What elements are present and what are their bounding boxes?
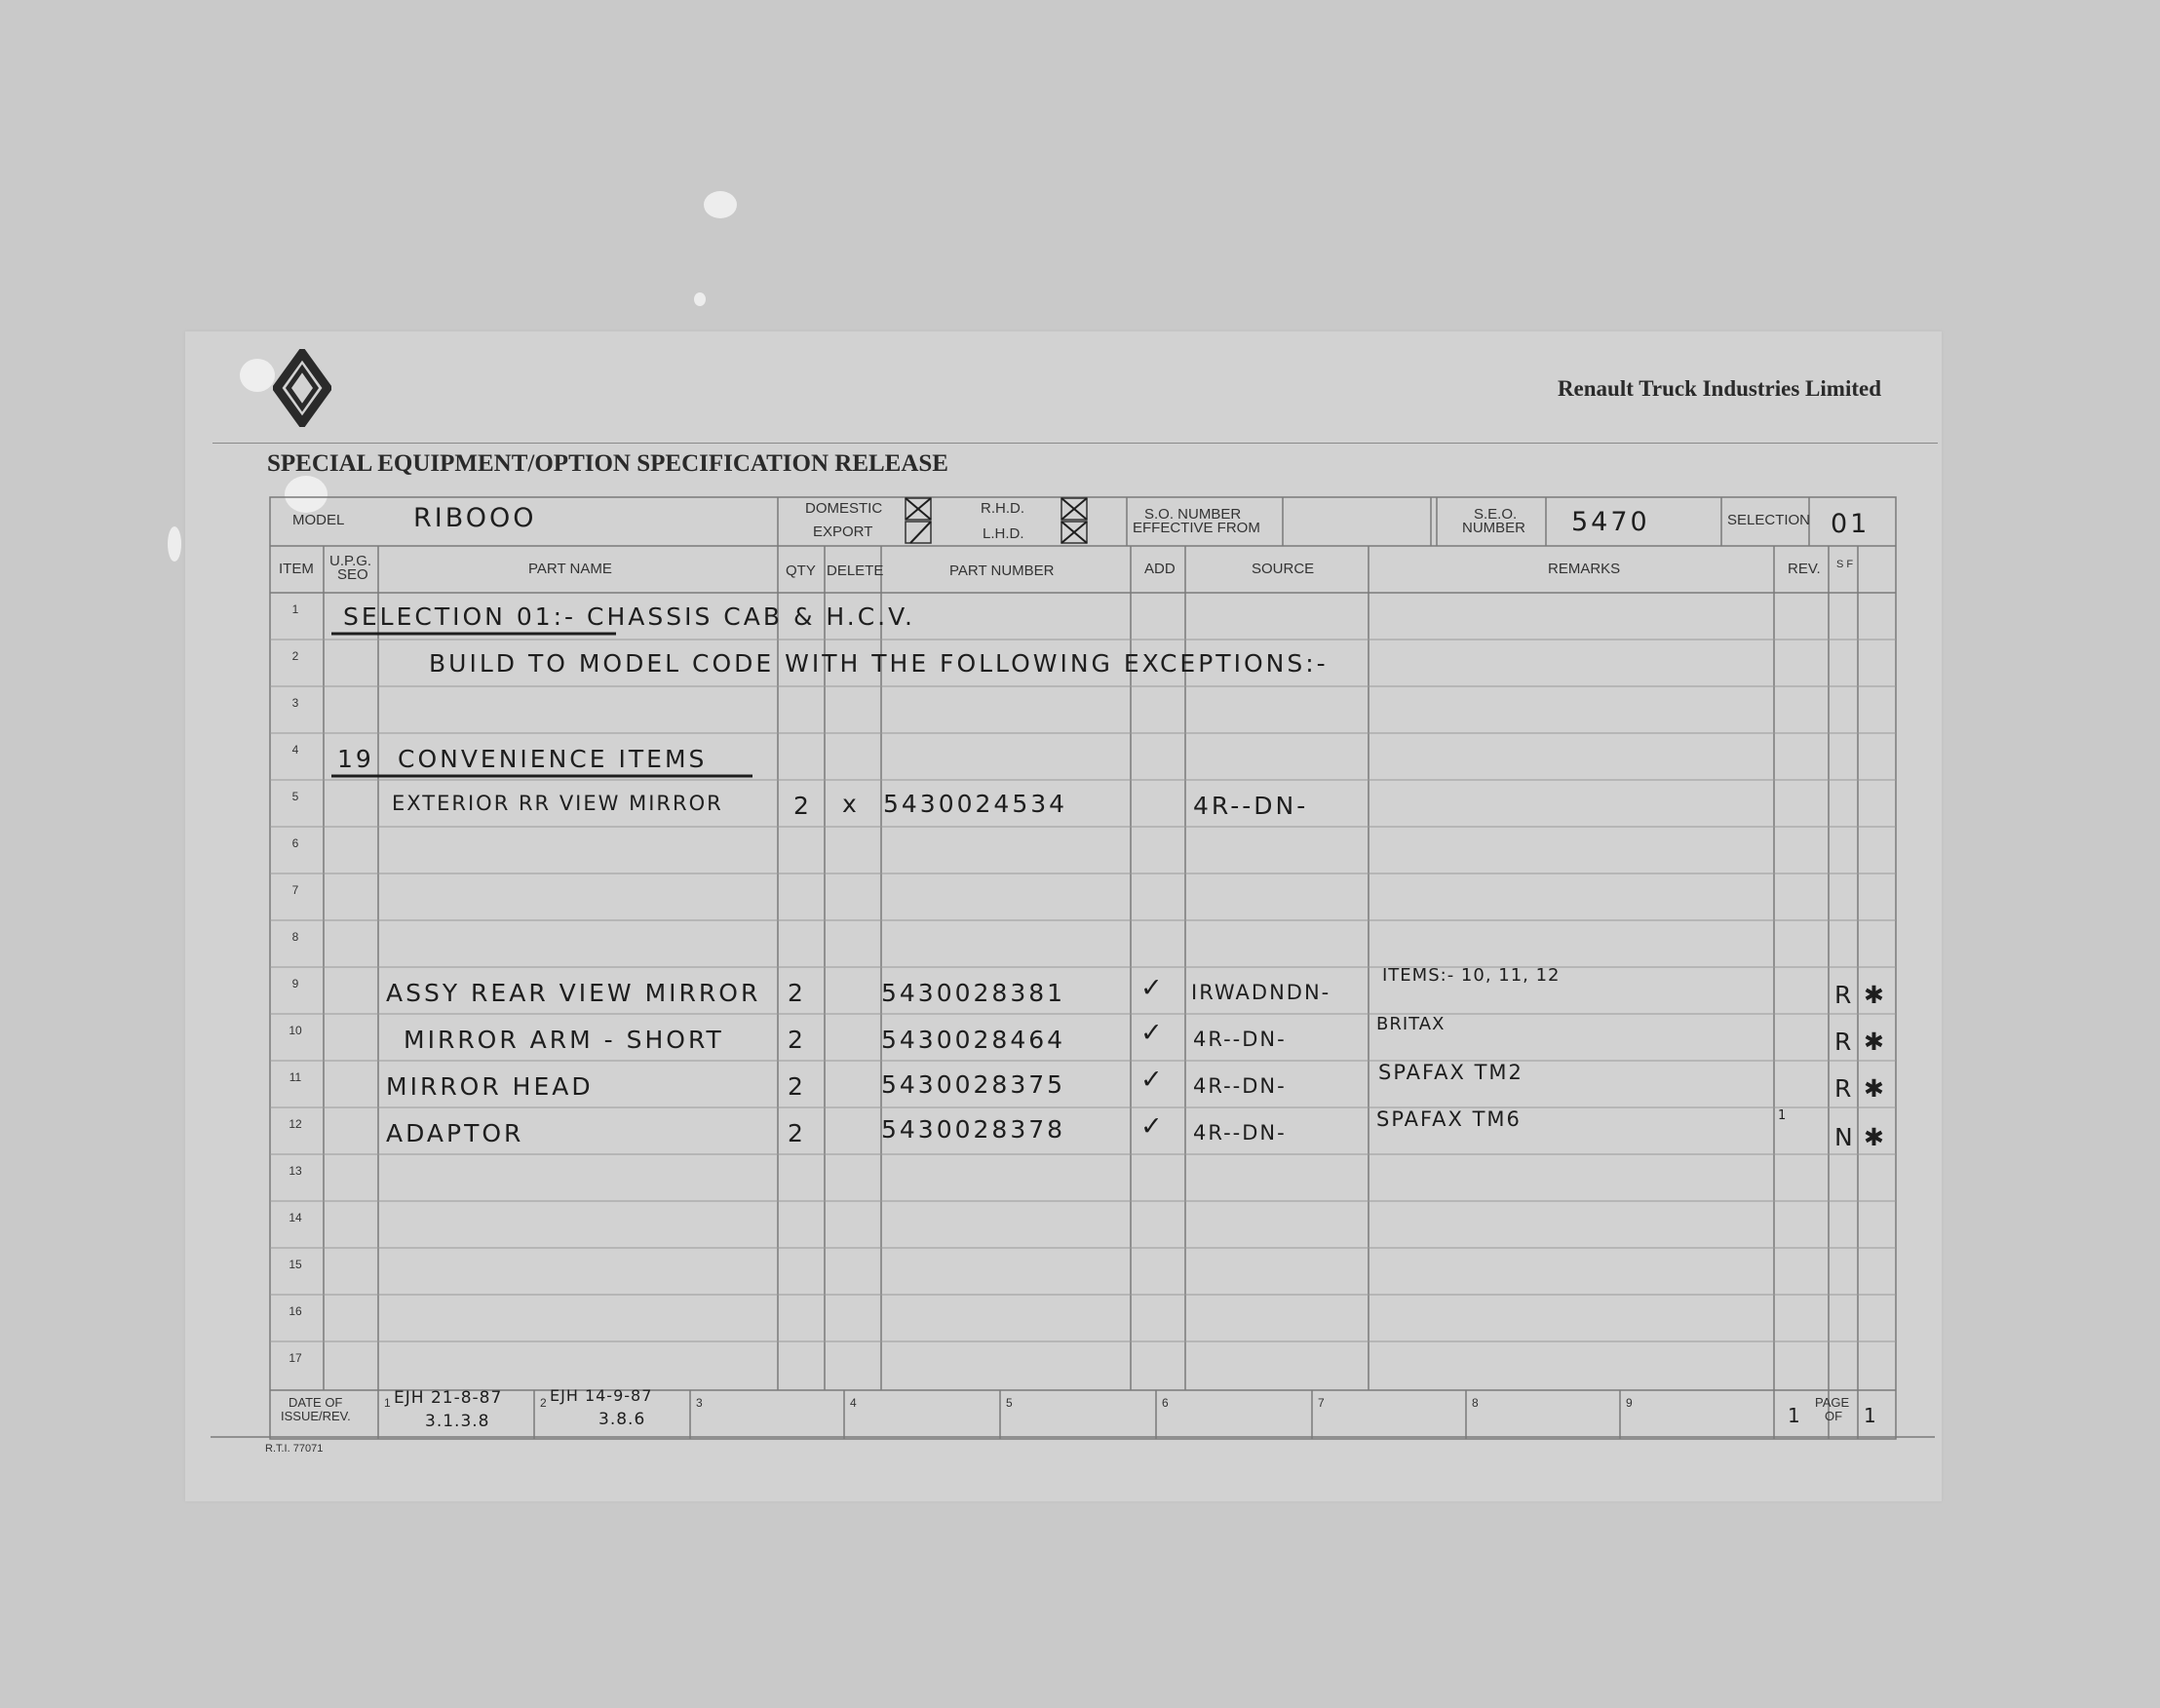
col-source: SOURCE bbox=[1252, 561, 1315, 577]
form-title: SPECIAL EQUIPMENT/OPTION SPECIFICATION RELEASE bbox=[267, 450, 948, 477]
row5-delete-mark: x bbox=[842, 790, 860, 818]
row-number: 10 bbox=[289, 1024, 302, 1037]
col-sf: S F bbox=[1836, 559, 1854, 570]
row5-source: 4R--DN- bbox=[1193, 792, 1309, 820]
group-name: CONVENIENCE ITEMS bbox=[398, 745, 708, 773]
row-number: 3 bbox=[291, 696, 299, 710]
row-number: 5 bbox=[291, 790, 299, 803]
asterisk-icon: ✱ bbox=[1864, 1074, 1887, 1103]
part-qty: 2 bbox=[788, 1119, 806, 1147]
part-status: R bbox=[1834, 1074, 1855, 1103]
row-number: 13 bbox=[289, 1164, 302, 1178]
col-add: ADD bbox=[1144, 561, 1176, 577]
part-qty: 2 bbox=[788, 1026, 806, 1054]
add-check-icon: ✓ bbox=[1140, 973, 1166, 1003]
col-remarks: REMARKS bbox=[1548, 561, 1621, 577]
part-source: 4R--DN- bbox=[1193, 1074, 1287, 1098]
part-name: MIRROR ARM - SHORT bbox=[404, 1026, 724, 1054]
lhd-label: L.H.D. bbox=[983, 525, 1024, 542]
footer-slot-number: 4 bbox=[850, 1396, 857, 1410]
row5-part-name: EXTERIOR RR VIEW MIRROR bbox=[392, 792, 723, 815]
part-remarks: SPAFAX TM2 bbox=[1378, 1061, 1524, 1084]
export-checkbox-icon bbox=[905, 521, 932, 544]
row-number: 15 bbox=[289, 1258, 302, 1271]
model-label: MODEL bbox=[292, 512, 345, 528]
domestic-checkbox-x-icon bbox=[905, 497, 932, 521]
part-qty: 2 bbox=[788, 1072, 806, 1101]
row-number: 9 bbox=[291, 977, 299, 990]
asterisk-icon: ✱ bbox=[1864, 1123, 1887, 1151]
add-check-icon: ✓ bbox=[1140, 1018, 1166, 1048]
part-source: IRWADNDN- bbox=[1191, 981, 1331, 1004]
col-delete: DELETE bbox=[827, 563, 884, 579]
part-source: 4R--DN- bbox=[1193, 1028, 1287, 1051]
footer-slot-number: 5 bbox=[1006, 1396, 1013, 1410]
row-number: 14 bbox=[289, 1211, 302, 1224]
part-name: ASSY REAR VIEW MIRROR bbox=[386, 979, 761, 1007]
row-number: 11 bbox=[289, 1070, 302, 1084]
page-label: PAGE bbox=[1815, 1395, 1850, 1410]
row-number: 1 bbox=[291, 602, 299, 616]
col-qty: QTY bbox=[786, 563, 816, 579]
company-name: Renault Truck Industries Limited bbox=[1557, 376, 1881, 401]
row-number: 7 bbox=[291, 883, 299, 897]
seo-number-value: 5470 bbox=[1571, 507, 1650, 537]
part-status: N bbox=[1834, 1123, 1856, 1151]
date-of-label: DATE OF bbox=[289, 1395, 343, 1410]
effective-from-label: EFFECTIVE FROM bbox=[1133, 520, 1260, 536]
row-number: 16 bbox=[289, 1304, 302, 1318]
group-code: 19 bbox=[337, 745, 374, 773]
row-number: 2 bbox=[291, 649, 299, 663]
selection-label: SELECTION bbox=[1727, 512, 1811, 528]
issue1-initials-date: EJH 21-8-87 bbox=[394, 1388, 503, 1408]
footer-slot-number: 9 bbox=[1626, 1396, 1633, 1410]
issue2-initials-date: EJH 14-9-87 bbox=[550, 1386, 653, 1405]
footer-slot-number: 3 bbox=[696, 1396, 703, 1410]
domestic-label: DOMESTIC bbox=[805, 500, 883, 517]
export-label: EXPORT bbox=[813, 524, 873, 540]
col-part-number: PART NUMBER bbox=[949, 563, 1055, 579]
part-number: 5430028378 bbox=[881, 1115, 1066, 1144]
part-remarks: ITEMS:- 10, 11, 12 bbox=[1382, 965, 1561, 986]
rhd-checkbox-x-icon bbox=[1061, 497, 1088, 521]
footer-slot-number: 7 bbox=[1318, 1396, 1325, 1410]
model-value: RIBOOO bbox=[413, 503, 537, 533]
part-number: 5430028464 bbox=[881, 1026, 1066, 1054]
row-number: 8 bbox=[291, 930, 299, 944]
pages-total: 1 bbox=[1864, 1404, 1879, 1427]
row5-qty: 2 bbox=[793, 792, 812, 820]
number-label: NUMBER bbox=[1462, 520, 1526, 536]
col-seo: SEO bbox=[337, 566, 368, 583]
part-remarks: SPAFAX TM6 bbox=[1376, 1107, 1522, 1131]
col-item: ITEM bbox=[279, 561, 314, 577]
form-number: R.T.I. 77071 bbox=[265, 1443, 324, 1455]
part-number: 5430028381 bbox=[881, 979, 1066, 1007]
part-source: 4R--DN- bbox=[1193, 1121, 1287, 1145]
selection-value: 01 bbox=[1831, 509, 1871, 539]
selection-heading: SELECTION 01:- CHASSIS CAB & H.C.V. bbox=[343, 602, 915, 631]
page-number: 1 bbox=[1788, 1404, 1803, 1427]
rhd-label: R.H.D. bbox=[981, 500, 1024, 517]
build-instruction: BUILD TO MODEL CODE WITH THE FOLLOWING EXCEPTIONS:- bbox=[429, 649, 1329, 678]
part-name: ADAPTOR bbox=[386, 1119, 524, 1147]
part-number: 5430028375 bbox=[881, 1070, 1066, 1099]
part-rev: 1 bbox=[1778, 1108, 1787, 1123]
issue-rev-label: ISSUE/REV. bbox=[281, 1409, 351, 1423]
row-number: 4 bbox=[291, 743, 299, 757]
issue2-reference: 3.8.6 bbox=[598, 1410, 646, 1429]
row-number: 6 bbox=[291, 836, 299, 850]
col-part-name: PART NAME bbox=[528, 561, 612, 577]
row-number: 12 bbox=[289, 1117, 302, 1131]
part-status: R bbox=[1834, 1028, 1855, 1056]
part-qty: 2 bbox=[788, 979, 806, 1007]
add-check-icon: ✓ bbox=[1140, 1111, 1166, 1142]
so-number-label: S.O. NUMBER bbox=[1144, 506, 1242, 523]
footer-slot-number: 6 bbox=[1162, 1396, 1169, 1410]
footer-slot-number: 1 bbox=[384, 1396, 391, 1410]
row5-part-number: 5430024534 bbox=[883, 790, 1068, 818]
asterisk-icon: ✱ bbox=[1864, 981, 1887, 1009]
seo-label: S.E.O. bbox=[1474, 506, 1518, 523]
part-remarks: BRITAX bbox=[1376, 1014, 1446, 1034]
part-name: MIRROR HEAD bbox=[386, 1072, 594, 1101]
col-rev: REV. bbox=[1788, 561, 1821, 577]
col-upg: U.P.G. bbox=[329, 553, 372, 569]
footer-slot-number: 2 bbox=[540, 1396, 547, 1410]
asterisk-icon: ✱ bbox=[1864, 1028, 1887, 1056]
issue1-reference: 3.1.3.8 bbox=[425, 1412, 490, 1431]
of-label: OF bbox=[1825, 1409, 1843, 1423]
lhd-checkbox-x-icon bbox=[1061, 521, 1088, 544]
footer-slot-number: 8 bbox=[1472, 1396, 1479, 1410]
add-check-icon: ✓ bbox=[1140, 1065, 1166, 1095]
part-status: R bbox=[1834, 981, 1855, 1009]
row-number: 17 bbox=[289, 1351, 302, 1365]
